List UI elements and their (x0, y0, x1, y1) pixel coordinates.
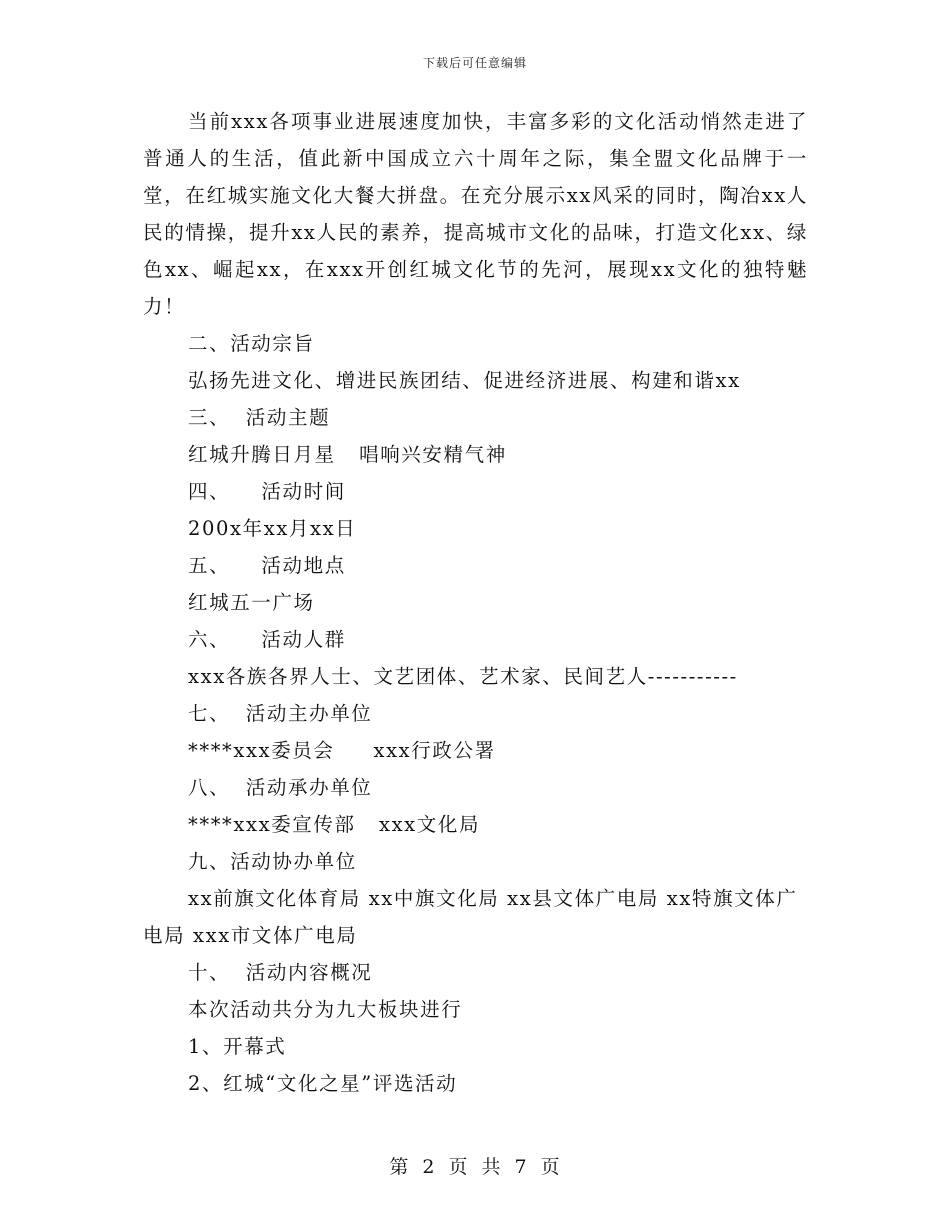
section-text-theme: 红城升腾日月星 唱响兴安精气神 (188, 443, 507, 466)
section-heading-time: 四、 活动时间 (188, 480, 346, 503)
intro-paragraph: 当前xxx各项事业进展速度加快，丰富多彩的文化活动悄然走进了普通人的生活，值此新中国成立六十周年之际，集全盟文化品牌于一堂，在红城实施文化大餐大拼盘。在充分展示xx风采的同时，陶冶xx人民的情操，提升xx人民的素养，提高城市文化的品味，打造文化xx、绿色xx、崛起xx，在xxx开创红城文化节的先河，展现xx文化的独特魅力！ (143, 110, 808, 318)
section-heading-theme: 三、 活动主题 (188, 406, 331, 429)
section-text-time: 200x年xx月xx日 (188, 517, 357, 540)
section-heading-place: 五、 活动地点 (188, 554, 346, 577)
page-number-footer: 第 2 页 共 7 页 (389, 1156, 561, 1178)
section-text-purpose: 弘扬先进文化、增进民族团结、促进经济进展、构建和谐xx (188, 369, 741, 392)
section-heading-crowd: 六、 活动人群 (188, 628, 346, 651)
section-text-coorganizer: xx前旗文化体育局 xx中旗文化局 xx县文体广电局 xx特旗文体广电局 xxx市文体广电局 (143, 887, 798, 947)
section-text-content: 本次活动共分为九大板块进行 (188, 998, 463, 1021)
section-heading-organizer: 八、 活动承办单位 (188, 776, 373, 799)
section-heading-content: 十、 活动内容概况 (188, 961, 373, 984)
section-heading-purpose: 二、活动宗旨 (188, 332, 315, 355)
document-body (143, 103, 808, 1102)
section-text-crowd: xxx各族各界人士、文艺团体、艺术家、民间艺人----------- (188, 665, 738, 688)
content-item-2: 2、红城“文化之星”评选活动 (188, 1072, 458, 1095)
content-item-1: 1、开幕式 (188, 1035, 287, 1058)
section-heading-host: 七、 活动主办单位 (188, 702, 373, 725)
section-text-place: 红城五一广场 (188, 591, 315, 614)
page-header-note: 下载后可任意编辑 (422, 56, 527, 70)
section-text-host: ****xxx委员会 xxx行政公署 (188, 739, 496, 762)
section-heading-coorganizer: 九、活动协办单位 (188, 850, 357, 873)
section-text-organizer: ****xxx委宣传部 xxx文化局 (188, 813, 481, 836)
